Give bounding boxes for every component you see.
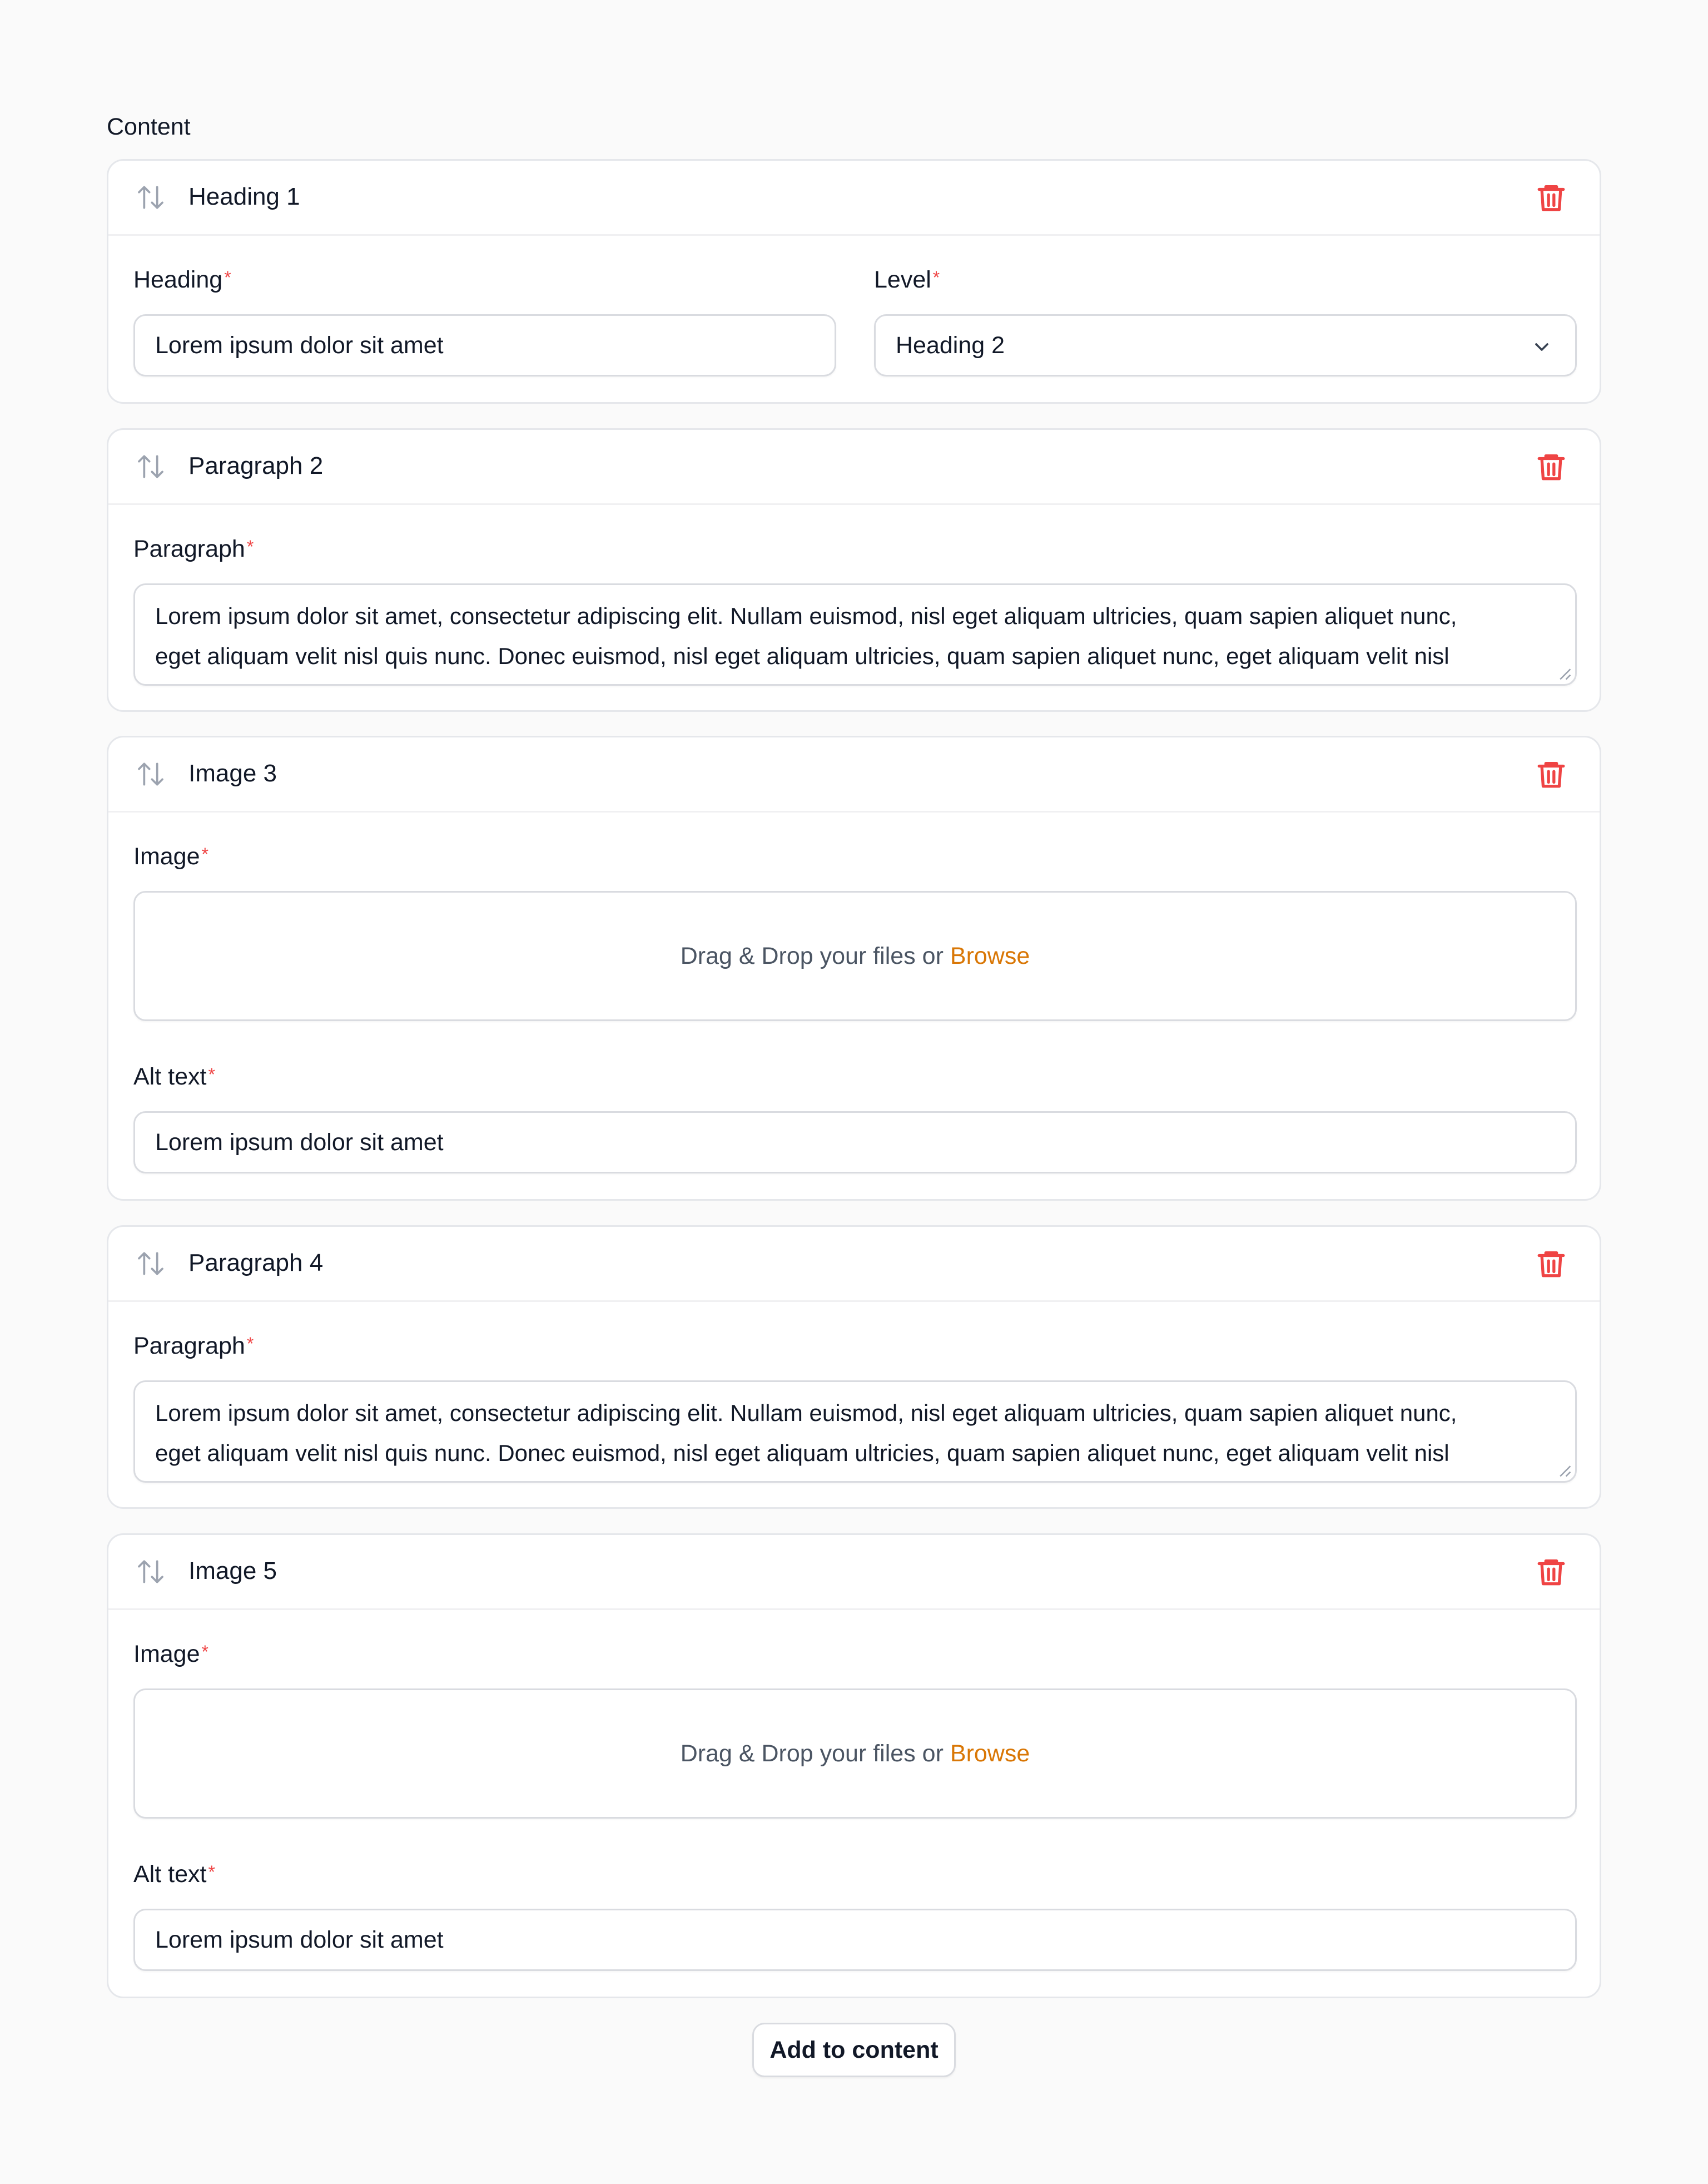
content-block-image [107, 736, 1601, 1201]
browse-link[interactable]: Browse [950, 1740, 1030, 1767]
paragraph-textarea[interactable] [133, 583, 1577, 686]
paragraph-field-label: Paragraph* [133, 1333, 254, 1359]
resize-handle-icon[interactable] [1557, 1463, 1572, 1478]
drag-handle-icon[interactable] [135, 182, 166, 213]
block-header [108, 1227, 1600, 1302]
required-marker: * [246, 1334, 254, 1354]
heading-field-label: Heading* [133, 266, 231, 293]
drag-handle-icon[interactable] [135, 1248, 166, 1279]
required-marker: * [201, 1642, 208, 1662]
block-title: Image 3 [188, 760, 277, 787]
block-header [108, 737, 1600, 813]
image-dropzone[interactable] [133, 891, 1577, 1021]
resize-handle-icon[interactable] [1557, 666, 1572, 681]
level-select[interactable]: Heading 2 [874, 314, 1577, 377]
chevron-down-icon [1531, 336, 1553, 358]
image-dropzone[interactable] [133, 1688, 1577, 1819]
add-to-content-button[interactable]: Add to content [752, 2023, 956, 2077]
delete-block-button[interactable] [1535, 1247, 1567, 1280]
paragraph-line: eget aliquam velit nisl quis nunc. Donec euismod, nisl eget aliquam ultricies, quam sapien aliquet nunc, eget aliquam velit nisl [155, 643, 1449, 669]
paragraph-field-label: Paragraph* [133, 536, 254, 562]
required-marker: * [208, 1862, 215, 1882]
content-block-image [107, 1533, 1601, 1998]
block-title: Image 5 [188, 1557, 277, 1584]
block-title: Heading 1 [188, 183, 300, 210]
drag-handle-icon[interactable] [135, 1556, 166, 1587]
browse-link[interactable]: Browse [950, 942, 1030, 969]
paragraph-line: eget aliquam velit nisl quis nunc. Donec euismod, nisl eget aliquam ultricies, quam sapien aliquet nunc, eget aliquam velit nisl [155, 1440, 1449, 1466]
heading-input[interactable]: Lorem ipsum dolor sit amet [133, 314, 836, 377]
alt-text-input[interactable]: Lorem ipsum dolor sit amet [133, 1111, 1577, 1173]
required-marker: * [224, 268, 231, 288]
required-marker: * [208, 1064, 215, 1084]
required-marker: * [246, 537, 254, 557]
image-field-label: Image* [133, 1641, 208, 1667]
paragraph-line: Lorem ipsum dolor sit amet, consectetur adipiscing elit. Nullam euismod, nisl eget aliquam ultricies, quam sapien aliquet nunc, [155, 603, 1457, 629]
delete-block-button[interactable] [1535, 757, 1567, 791]
alt-text-input[interactable]: Lorem ipsum dolor sit amet [133, 1909, 1577, 1971]
alt-text-field-label: Alt text* [133, 1063, 215, 1090]
block-title: Paragraph 4 [188, 1249, 324, 1276]
required-marker: * [201, 844, 208, 864]
delete-block-button[interactable] [1535, 181, 1567, 214]
alt-text-field-label: Alt text* [133, 1861, 215, 1888]
level-field-label: Level* [874, 266, 940, 293]
content-block-paragraph [107, 428, 1601, 712]
content-block-heading [107, 159, 1601, 404]
content-block-paragraph [107, 1225, 1601, 1509]
paragraph-textarea[interactable] [133, 1380, 1577, 1483]
image-field-label: Image* [133, 843, 208, 870]
delete-block-button[interactable] [1535, 1555, 1567, 1588]
block-header [108, 430, 1600, 505]
drag-handle-icon[interactable] [135, 451, 166, 482]
drag-handle-icon[interactable] [135, 759, 166, 790]
dropzone-text: Drag & Drop your files or [680, 1740, 944, 1767]
required-marker: * [932, 268, 940, 288]
block-header [108, 161, 1600, 236]
delete-block-button[interactable] [1535, 450, 1567, 483]
dropzone-text: Drag & Drop your files or [680, 942, 944, 969]
paragraph-line: Lorem ipsum dolor sit amet, consectetur adipiscing elit. Nullam euismod, nisl eget aliquam ultricies, quam sapien aliquet nunc, [155, 1400, 1457, 1426]
block-header [108, 1535, 1600, 1610]
content-section-label: Content [107, 113, 191, 140]
block-title: Paragraph 2 [188, 452, 324, 479]
